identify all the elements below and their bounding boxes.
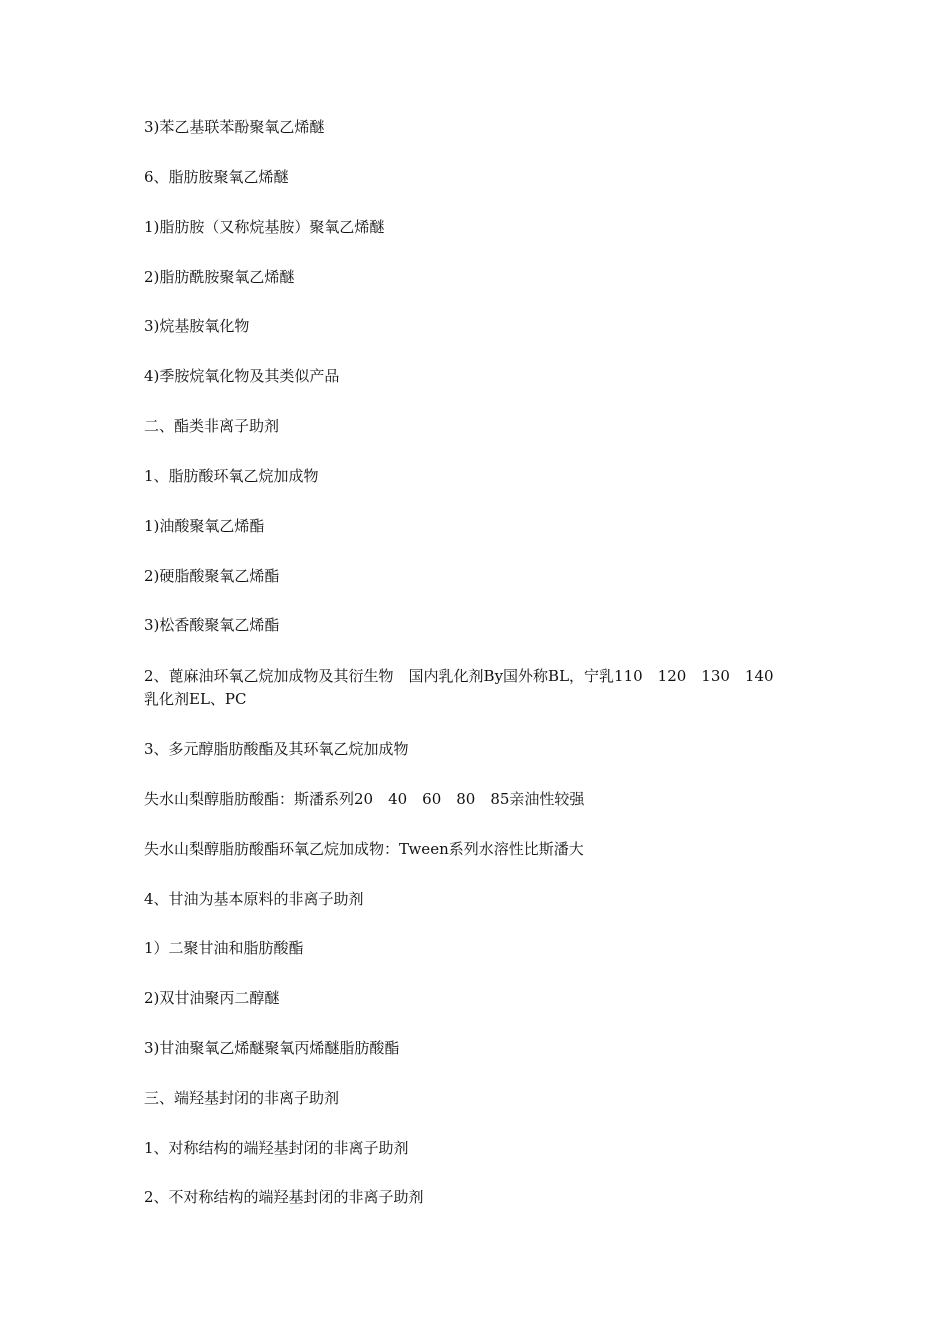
item-stearic-ester: 2)硬脂酸聚氧乙烯酯 bbox=[144, 567, 280, 585]
item-tween-series: 失水山梨醇脂肪酸酯环氧乙烷加成物：Tween系列水溶性比斯潘大 bbox=[144, 840, 584, 858]
heading-polyol-esters: 3、多元醇脂肪酸酯及其环氧乙烷加成物 bbox=[144, 740, 409, 758]
item-diglycerol-ester: 1）二聚甘油和脂肪酸酯 bbox=[144, 939, 304, 957]
item-fatty-amide-ether: 2)脂肪酰胺聚氧乙烯醚 bbox=[144, 268, 295, 286]
heading-castor-oil-adducts: 2、蓖麻油环氧乙烷加成物及其衍生物 国内乳化剂By国外称BL，宁乳110 120 130 140 bbox=[144, 667, 774, 685]
heading-glycerol-based: 4、甘油为基本原料的非离子助剂 bbox=[144, 890, 364, 908]
section-heading-end-capped: 三、端羟基封闭的非离子助剂 bbox=[144, 1089, 340, 1107]
item-alkylamine-oxide: 3)烷基胺氧化物 bbox=[144, 317, 250, 335]
item-fatty-amine-ether: 1)脂肪胺（又称烷基胺）聚氧乙烯醚 bbox=[144, 218, 385, 236]
item-glycerol-peo-ppo-ester: 3)甘油聚氧乙烯醚聚氧丙烯醚脂肪酸酯 bbox=[144, 1039, 400, 1057]
item-diglycerol-ppg-ether: 2)双甘油聚丙二醇醚 bbox=[144, 989, 280, 1007]
item-oleic-ester: 1)油酸聚氧乙烯酯 bbox=[144, 517, 265, 535]
item-rosin-ester: 3)松香酸聚氧乙烯酯 bbox=[144, 616, 280, 634]
section-heading-esters: 二、酯类非离子助剂 bbox=[144, 417, 280, 435]
item-quaternary-amine-oxide: 4)季胺烷氧化物及其类似产品 bbox=[144, 367, 340, 385]
item-span-series: 失水山梨醇脂肪酸酯：斯潘系列20 40 60 80 85亲油性较强 bbox=[144, 790, 585, 808]
item-asymmetric-end-capped: 2、不对称结构的端羟基封闭的非离子助剂 bbox=[144, 1188, 424, 1206]
heading-fatty-acid-adducts: 1、脂肪酸环氧乙烷加成物 bbox=[144, 467, 319, 485]
heading-fatty-amine-ether: 6、脂肪胺聚氧乙烯醚 bbox=[144, 168, 289, 186]
item-symmetric-end-capped: 1、对称结构的端羟基封闭的非离子助剂 bbox=[144, 1139, 409, 1157]
castor-oil-adducts-continued: 乳化剂EL、PC bbox=[144, 690, 247, 708]
item-phenethyl-biphenyl-ether: 3)苯乙基联苯酚聚氧乙烯醚 bbox=[144, 118, 325, 136]
